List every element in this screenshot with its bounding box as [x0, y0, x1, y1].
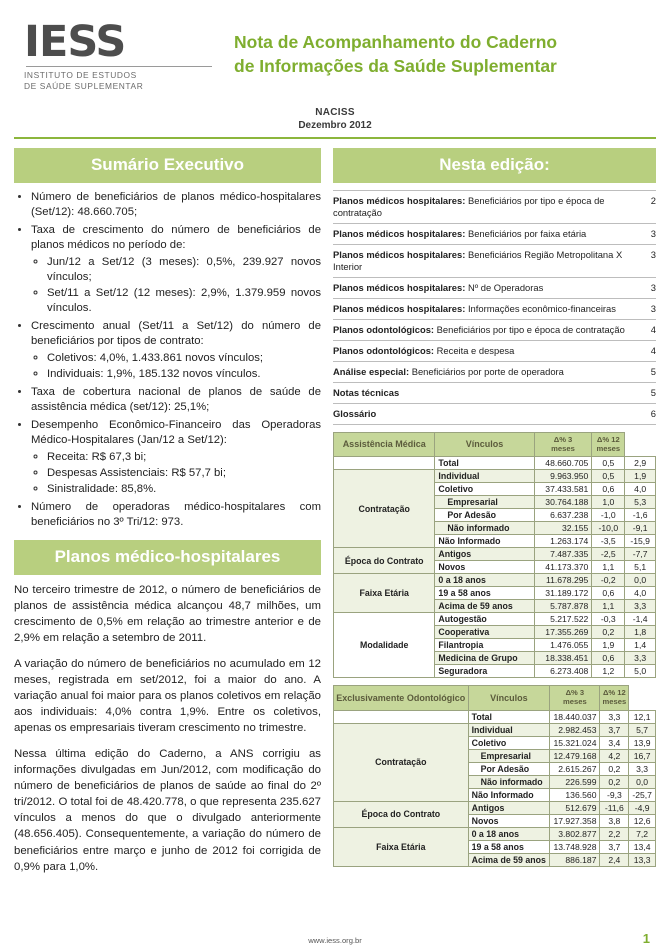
th-delta12-medica: [592, 432, 625, 456]
toc-item-label: [333, 366, 642, 378]
toc-item-category: Análise especial:: [333, 365, 410, 377]
th-delta3-bot: meses: [551, 443, 575, 453]
table-cell-d12: 3,3: [625, 652, 656, 665]
table-cell-d3: -10,0: [592, 522, 625, 535]
table-cell-vinculos: 17.927.358: [550, 814, 600, 827]
th-delta12-odonto: [600, 686, 629, 710]
th-vinculos-medica: Vínculos: [435, 432, 534, 456]
toc-item-category: Glossário: [333, 407, 377, 419]
table-cell-d12: 13,3: [629, 853, 656, 866]
th-delta3-medica: [534, 432, 592, 456]
toc-item[interactable]: [333, 383, 656, 404]
toc-item-detail: Beneficiários por tipo e época de contratação: [434, 323, 625, 335]
summary-bullet: [31, 319, 321, 382]
document-body: [14, 148, 656, 885]
toc-item-detail: Beneficiários por porte de operadora: [409, 365, 564, 377]
logo-subtitle-line2: DE SAÚDE SUPLEMENTAR: [24, 81, 144, 92]
toc-item-category: Planos médicos hospitalares:: [333, 248, 466, 260]
th-delta12-odonto-bot: meses: [602, 697, 627, 707]
toc-item-page: 5: [650, 386, 656, 398]
table-cell-d3: 3,3: [600, 710, 629, 723]
table-cell-vinculos: 32.155: [534, 522, 592, 535]
table-cell-d12: 0,0: [625, 574, 656, 587]
toc-item-page: 3: [650, 248, 656, 260]
table-cell-d3: 3,7: [600, 723, 629, 736]
logo-subtitle-line1: INSTITUTO DE ESTUDOS: [24, 69, 137, 80]
summary-subbullet: ◦ Receita: R$ 67,3 bi;: [47, 450, 321, 465]
planos-paragraph: No terceiro trimestre de 2012, o número de beneficiários de planos de assistência médica alcançou 48,7 milhões, um crescimento de 0,5% em relação ao trimestre anterior e de 2,9% em relação a setembro de 2011.: [14, 583, 321, 645]
summary-bullet: [31, 385, 321, 415]
table-cell-d3: 0,6: [592, 652, 625, 665]
table-cell-d12: 5,1: [625, 561, 656, 574]
table-row-group: Modalidade: [334, 613, 435, 678]
table-cell-vinculos: 13.748.928: [550, 840, 600, 853]
table-cell-d12: 4,0: [625, 483, 656, 496]
toc-item-category: Planos odontológicos:: [333, 344, 435, 356]
table-cell-vinculos: 512.679: [550, 801, 600, 814]
toc-item-label: [333, 345, 642, 357]
planos-heading: Planos médico-hospitalares: [14, 540, 321, 575]
toc-item[interactable]: [333, 190, 656, 224]
footer-site: www.iess.org.br: [308, 936, 362, 945]
iess-logo: [24, 17, 226, 67]
table-cell-vinculos: 2.615.267: [550, 762, 600, 775]
table-row-label: Não informado: [435, 522, 534, 535]
th-exclusivamente-odontologico: Exclusivamente Odontológico: [334, 686, 469, 710]
table-row-label: Autogestão: [435, 613, 534, 626]
toc-item-page: 3: [650, 302, 656, 314]
table-row: [334, 613, 656, 626]
table-cell-vinculos: 2.982.453: [550, 723, 600, 736]
table-row-label: Acima de 59 anos: [435, 600, 534, 613]
table-row-label: Seguradora: [435, 665, 534, 678]
table-cell-d3: 1,1: [592, 600, 625, 613]
table-cell-vinculos: 9.963.950: [534, 470, 592, 483]
table-cell-d12: 13,4: [629, 840, 656, 853]
table-cell-vinculos: 7.487.335: [534, 548, 592, 561]
table-odontologico: [333, 685, 656, 866]
table-row-label: 0 a 18 anos: [468, 827, 550, 840]
logo-block: [14, 17, 226, 93]
table-row: [334, 457, 656, 470]
th-delta12-odonto-top: Δ% 12: [602, 688, 626, 698]
toc-item-label: [333, 387, 642, 399]
table-cell-d3: 1,1: [592, 561, 625, 574]
table-cell-vinculos: 11.678.295: [534, 574, 592, 587]
toc-item[interactable]: [333, 299, 656, 320]
table-cell-d3: -1,0: [592, 509, 625, 522]
left-column: [14, 148, 321, 885]
table-row-label: Coletivo: [468, 736, 550, 749]
table-cell-vinculos: 15.321.024: [550, 736, 600, 749]
table-cell-d3: 0,2: [600, 762, 629, 775]
table-row: [334, 801, 656, 814]
table-row-group: Época do Contrato: [334, 801, 469, 827]
toc-item-page: 3: [650, 227, 656, 239]
table-row-group: Faixa Etária: [334, 574, 435, 613]
summary-bullet: [31, 190, 321, 220]
table-cell-d12: -7,7: [625, 548, 656, 561]
table-cell-d12: -4,9: [629, 801, 656, 814]
toc-item-label: [333, 303, 642, 315]
table-cell-vinculos: 1.476.055: [534, 639, 592, 652]
publication-date: Dezembro 2012: [298, 119, 372, 131]
toc-item-detail: Beneficiários por faixa etária: [465, 227, 587, 239]
table-row-label: Não Informado: [468, 788, 550, 801]
table-row-group: Contratação: [334, 470, 435, 548]
table-cell-vinculos: 17.355.269: [534, 626, 592, 639]
toc-item-detail: Beneficiários Região Metropolitana X Interior: [333, 248, 623, 272]
toc-item-label: [333, 195, 642, 219]
th-assistencia-medica: Assistência Médica: [334, 432, 435, 456]
toc-item-label: [333, 324, 642, 336]
toc-item-page: 4: [650, 344, 656, 356]
table-row-label: Cooperativa: [435, 626, 534, 639]
table-cell-vinculos: 6.273.408: [534, 665, 592, 678]
table-cell-d12: 1,9: [625, 470, 656, 483]
table-assistencia-medica: [333, 432, 656, 678]
toc-item-detail: Receita e despesa: [434, 344, 515, 356]
document-footer: [0, 931, 670, 946]
toc-item[interactable]: [333, 320, 656, 341]
table-cell-d12: 7,2: [629, 827, 656, 840]
table-cell-d12: 1,8: [625, 626, 656, 639]
th-delta3-odonto-top: Δ% 3: [565, 688, 585, 698]
toc-item-detail: Nº de Operadoras: [465, 281, 544, 293]
table-cell-vinculos: 37.433.581: [534, 483, 592, 496]
toc-item-page: 3: [650, 281, 656, 293]
toc-item-label: [333, 249, 642, 273]
summary-subbullet: ◦ Set/11 a Set/12 (12 meses): 2,9%, 1.379.959 novos vínculos.: [47, 286, 321, 316]
table-row-label: Acima de 59 anos: [468, 853, 550, 866]
table-row-group: Contratação: [334, 723, 469, 801]
th-delta3-odonto: [550, 686, 600, 710]
table-cell-d12: -1,6: [625, 509, 656, 522]
table-row: [334, 827, 656, 840]
table-cell-d12: 4,0: [625, 587, 656, 600]
table-row-label: Total: [468, 710, 550, 723]
table-cell-d3: 3,8: [600, 814, 629, 827]
table-row-label: Não Informado: [435, 535, 534, 548]
summary-bullet-text: Número de operadoras médico-hospitalares com beneficiários no 3º Tri/12: 973.: [31, 500, 321, 528]
toc-item-detail: Informações econômico-financeiras: [465, 302, 616, 314]
table-cell-d12: 0,0: [629, 775, 656, 788]
toc-item-category: Planos médicos hospitalares:: [333, 302, 466, 314]
summary-subbullet: ◦ Sinistralidade: 85,8%.: [47, 482, 321, 497]
table-row-label: Por Adesão: [435, 509, 534, 522]
table-row-label: Não informado: [468, 775, 550, 788]
table-cell-d3: 0,5: [592, 457, 625, 470]
toc-item[interactable]: [333, 278, 656, 299]
planos-paragraph: Nessa última edição do Caderno, a ANS corrigiu as informações divulgadas em Jun/2012, com modificação do número de beneficiários de planos de saúde ao final do 2º tri/2012. O total foi de 48.420.778, o que representa 235.627 vínculos a menos do que o divulgado anteriormente (48.656.405). Consequentemente, a variação do número de beneficiários entre março e junho de 2012 foi corrigida de 0,9% para 1,0%.: [14, 747, 321, 873]
th-delta3-odonto-bot: meses: [563, 697, 587, 707]
summary-bullet: [31, 223, 321, 316]
table-cell-vinculos: 31.189.172: [534, 587, 592, 600]
table-cell-d12: 5,7: [629, 723, 656, 736]
table-row: [334, 574, 656, 587]
title-block: [226, 22, 656, 78]
table-cell-vinculos: 1.263.174: [534, 535, 592, 548]
table-row: [334, 470, 656, 483]
logo-subtitle: [24, 70, 226, 93]
summary-bullet: [31, 500, 321, 530]
table-cell-d3: -9,3: [600, 788, 629, 801]
summary-bullet-text: Desempenho Econômico-Financeiro das Operadoras Médico-Hospitalares (Jan/12 a Set/12):: [31, 418, 321, 446]
table-cell-d3: 0,2: [600, 775, 629, 788]
summary-bullet-text: Taxa de cobertura nacional de planos de saúde de assistência médica (set/12): 25,1%;: [31, 385, 321, 413]
toc-item-category: Notas técnicas: [333, 386, 400, 398]
table-cell-d12: -9,1: [625, 522, 656, 535]
page-number: 1: [642, 931, 650, 946]
toc-item-category: Planos médicos hospitalares:: [333, 227, 466, 239]
summary-subbullet-list: [31, 351, 321, 382]
toc-item-page: 4: [650, 323, 656, 335]
toc-item[interactable]: [333, 245, 656, 278]
page-title-line2: de Informações da Saúde Suplementar: [234, 56, 557, 77]
toc-item-label: [333, 282, 642, 294]
table-row-label: Novos: [468, 814, 550, 827]
table-cell-d3: -0,3: [592, 613, 625, 626]
table-row: [334, 723, 656, 736]
table-row-label: Filantropia: [435, 639, 534, 652]
page-title-line1: Nota de Acompanhamento do Caderno: [234, 32, 558, 52]
table-cell-d12: 12,1: [629, 710, 656, 723]
table-cell-d12: 5,0: [625, 665, 656, 678]
table-cell-d3: 4,2: [600, 749, 629, 762]
th-delta3-top: Δ% 3: [553, 434, 573, 444]
toc-item-category: Planos médicos hospitalares:: [333, 281, 466, 293]
table-cell-d12: 16,7: [629, 749, 656, 762]
table-row: [334, 548, 656, 561]
table-cell-vinculos: 136.560: [550, 788, 600, 801]
table-cell-d12: 3,3: [629, 762, 656, 775]
table-cell-d12: 5,3: [625, 496, 656, 509]
table-row-label: Antigos: [435, 548, 534, 561]
summary-list: [14, 190, 321, 530]
table-cell-vinculos: 18.338.451: [534, 652, 592, 665]
toc-item-category: Planos odontológicos:: [333, 323, 435, 335]
th-delta12-top: Δ% 12: [596, 434, 620, 444]
table-row-label: 19 a 58 anos: [468, 840, 550, 853]
table-row-label: Empresarial: [468, 749, 550, 762]
toc-item[interactable]: [333, 224, 656, 245]
table-cell-vinculos: 5.787.878: [534, 600, 592, 613]
table-cell-d12: 12,6: [629, 814, 656, 827]
table-cell-d3: 0,6: [592, 483, 625, 496]
page-title: [234, 30, 656, 78]
toc-item-detail: Beneficiários por tipo e época de contratação: [333, 194, 605, 218]
table-cell-d3: -3,5: [592, 535, 625, 548]
table-cell-d3: 1,2: [592, 665, 625, 678]
summary-subbullet-list: [31, 450, 321, 497]
toc-item[interactable]: [333, 362, 656, 383]
table-cell-d12: 13,9: [629, 736, 656, 749]
table-cell-vinculos: 886.187: [550, 853, 600, 866]
table-row-group: [334, 457, 435, 470]
table-cell-vinculos: 12.479.168: [550, 749, 600, 762]
toc-item-page: 2: [650, 194, 656, 206]
toc-item-label: [333, 408, 642, 420]
table-cell-d3: 2,2: [600, 827, 629, 840]
toc-list: [333, 190, 656, 425]
table-cell-d12: 3,3: [625, 600, 656, 613]
summary-subbullet: ◦ Coletivos: 4,0%, 1.433.861 novos vínculos;: [47, 351, 321, 366]
summary-subbullet: ◦ Despesas Assistenciais: R$ 57,7 bi;: [47, 466, 321, 481]
summary-bullet-text: Crescimento anual (Set/11 a Set/12) do número de beneficiários por tipos de contrato:: [31, 319, 321, 347]
summary-heading: Sumário Executivo: [14, 148, 321, 183]
summary-subbullet-list: [31, 255, 321, 316]
toc-item-category: Planos médicos hospitalares:: [333, 194, 466, 206]
table-cell-d3: 0,5: [592, 470, 625, 483]
summary-bullet: [31, 418, 321, 497]
table-cell-d12: -15,9: [625, 535, 656, 548]
th-vinculos-odonto: Vínculos: [468, 686, 550, 710]
table-cell-d3: -2,5: [592, 548, 625, 561]
document-header: [14, 0, 656, 93]
toc-item-page: 5: [650, 365, 656, 377]
table-cell-d3: 1,0: [592, 496, 625, 509]
table-cell-vinculos: 226.599: [550, 775, 600, 788]
table-row-label: Total: [435, 457, 534, 470]
table-row-label: Individual: [468, 723, 550, 736]
table-row-label: Por Adesão: [468, 762, 550, 775]
table-cell-vinculos: 48.660.705: [534, 457, 592, 470]
summary-subbullet: ◦ Individuais: 1,9%, 185.132 novos vínculos.: [47, 367, 321, 382]
table-row: [334, 710, 656, 723]
table-row-group: [334, 710, 469, 723]
table-row-group: Faixa Etária: [334, 827, 469, 866]
table-row-label: Novos: [435, 561, 534, 574]
table-cell-d12: 2,9: [625, 457, 656, 470]
logo-text: IESS: [24, 17, 126, 67]
table-row-label: Medicina de Grupo: [435, 652, 534, 665]
toc-heading: Nesta edição:: [333, 148, 656, 183]
table-row-group: Época do Contrato: [334, 548, 435, 574]
table-row-label: Individual: [435, 470, 534, 483]
table-cell-d3: -0,2: [592, 574, 625, 587]
planos-paragraph: A variação do número de beneficiários no acumulado em 12 meses, registrada em set/2012, foi a maior do ano. A variação anual foi maior para os planos coletivos em relação aos individuais: 4,0% contra 1,9%. Entre os coletivos, apenas os empresariais tiveram crescimento no trimestre.: [14, 657, 321, 735]
planos-paragraphs: [14, 582, 321, 875]
table-cell-vinculos: 5.217.522: [534, 613, 592, 626]
table-cell-d3: 0,2: [592, 626, 625, 639]
table-row-label: 0 a 18 anos: [435, 574, 534, 587]
table-row-label: 19 a 58 anos: [435, 587, 534, 600]
toc-item[interactable]: [333, 341, 656, 362]
table-cell-d3: -11,6: [600, 801, 629, 814]
summary-bullet-text: Taxa de crescimento do número de beneficiários de planos médicos no período de:: [31, 223, 321, 251]
toc-item[interactable]: [333, 404, 656, 425]
publication-band: [14, 107, 656, 139]
table-row-label: Antigos: [468, 801, 550, 814]
toc-item-label: [333, 228, 642, 240]
table-cell-vinculos: 41.173.370: [534, 561, 592, 574]
table-cell-vinculos: 18.440.037: [550, 710, 600, 723]
table-cell-vinculos: 6.637.238: [534, 509, 592, 522]
table-row-label: Empresarial: [435, 496, 534, 509]
table-cell-d12: -1,4: [625, 613, 656, 626]
publication-name: NACISS: [315, 106, 355, 118]
th-delta12-bot: meses: [596, 443, 621, 453]
table-cell-d12: 1,4: [625, 639, 656, 652]
summary-bullet-text: Número de beneficiários de planos médico-hospitalares (Set/12): 48.660.705;: [31, 190, 321, 218]
table-cell-d3: 3,4: [600, 736, 629, 749]
table-cell-d12: -25,7: [629, 788, 656, 801]
toc-item-page: 6: [650, 407, 656, 419]
summary-subbullet: ◦ Jun/12 a Set/12 (3 meses): 0,5%, 239.927 novos vínculos;: [47, 255, 321, 285]
table-cell-d3: 0,6: [592, 587, 625, 600]
table-cell-vinculos: 30.764.188: [534, 496, 592, 509]
table-cell-d3: 1,9: [592, 639, 625, 652]
table-cell-d3: 3,7: [600, 840, 629, 853]
table-cell-vinculos: 3.802.877: [550, 827, 600, 840]
table-row-label: Coletivo: [435, 483, 534, 496]
right-column: [333, 148, 656, 885]
table-cell-d3: 2,4: [600, 853, 629, 866]
